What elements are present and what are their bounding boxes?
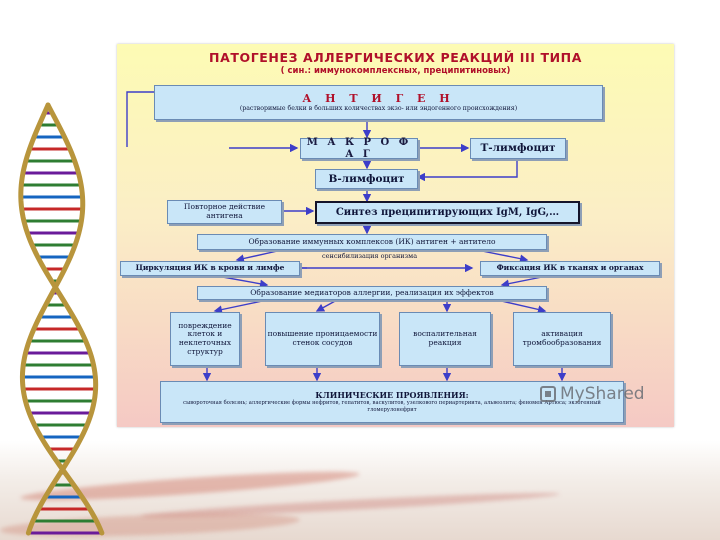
helix-strand [21, 105, 96, 533]
fixation-box [480, 261, 660, 276]
inflammation-label: воспалительная реакция [413, 329, 477, 347]
macrophage-box [300, 138, 418, 159]
watermark [540, 383, 645, 405]
b-lymphocyte-box [315, 169, 418, 189]
antigen-box [154, 85, 603, 120]
circulation-label: Циркуляция ИК в крови и лимфе [135, 263, 285, 273]
slide-canvas [117, 44, 674, 427]
antigen-description: (растворимые белки в больших количествах экзо- или эндогенного происхождения) [239, 105, 518, 113]
slide-subtitle: ( син.: иммунокомплексных, преципитиновых) [280, 66, 511, 76]
sensitization-label: сенсибилизация организма [322, 252, 418, 260]
antigen-title: А Н Т И Г Е Н [302, 91, 455, 105]
macrophage-label: М А К Р О Ф А Г [306, 137, 412, 160]
repeat-antigen-label: Повторное действие антигена [183, 202, 266, 220]
synthesis-box [315, 201, 580, 224]
t-lymphocyte-box [470, 138, 566, 159]
mediators-box [197, 286, 547, 300]
damage-box [170, 312, 240, 366]
inflammation-box [399, 312, 491, 366]
t-lymphocyte-label: Т-лимфоцит [480, 142, 556, 155]
permeability-box [265, 312, 380, 366]
slide-title: ПАТОГЕНЕЗ АЛЛЕРГИЧЕСКИХ РЕАКЦИЙ III ТИПА [209, 50, 582, 65]
thrombo-label: активация тромбообразования [522, 329, 602, 347]
immune-complex-label: Образование иммунных комплексов (ИК) антиген + антитело [248, 236, 496, 246]
permeability-label: повышение проницаемости стенок сосудов [267, 329, 378, 347]
watermark-text: MyShared [560, 384, 645, 404]
repeat-antigen-box [167, 200, 282, 224]
clinical-title: КЛИНИЧЕСКИЕ ПРОЯВЛЕНИЯ: [315, 389, 469, 400]
mediators-label: Образование медиаторов аллергии, реализация их эффектов [250, 287, 494, 297]
circulation-box [120, 261, 300, 276]
fixation-label: Фиксация ИК в тканях и органах [496, 263, 644, 273]
immune-complex-box [197, 234, 547, 250]
clinical-text: сывороточная болезнь; аллергические формы нефритов, гепатитов, васкулитов, узелкового периартериита, альвеолита; феномен Артюса; экзогенный гломерулонефрит [183, 400, 601, 413]
damage-label: повреждение клеток и неклеточных структур [178, 320, 232, 356]
b-lymphocyte-label: В-лимфоцит [328, 172, 405, 185]
synthesis-label: Синтез преципитирующих IgM, IgG,… [335, 206, 560, 218]
thrombo-box [513, 312, 611, 366]
dna-helix-image [0, 95, 110, 540]
myshared-logo-icon [540, 386, 556, 402]
